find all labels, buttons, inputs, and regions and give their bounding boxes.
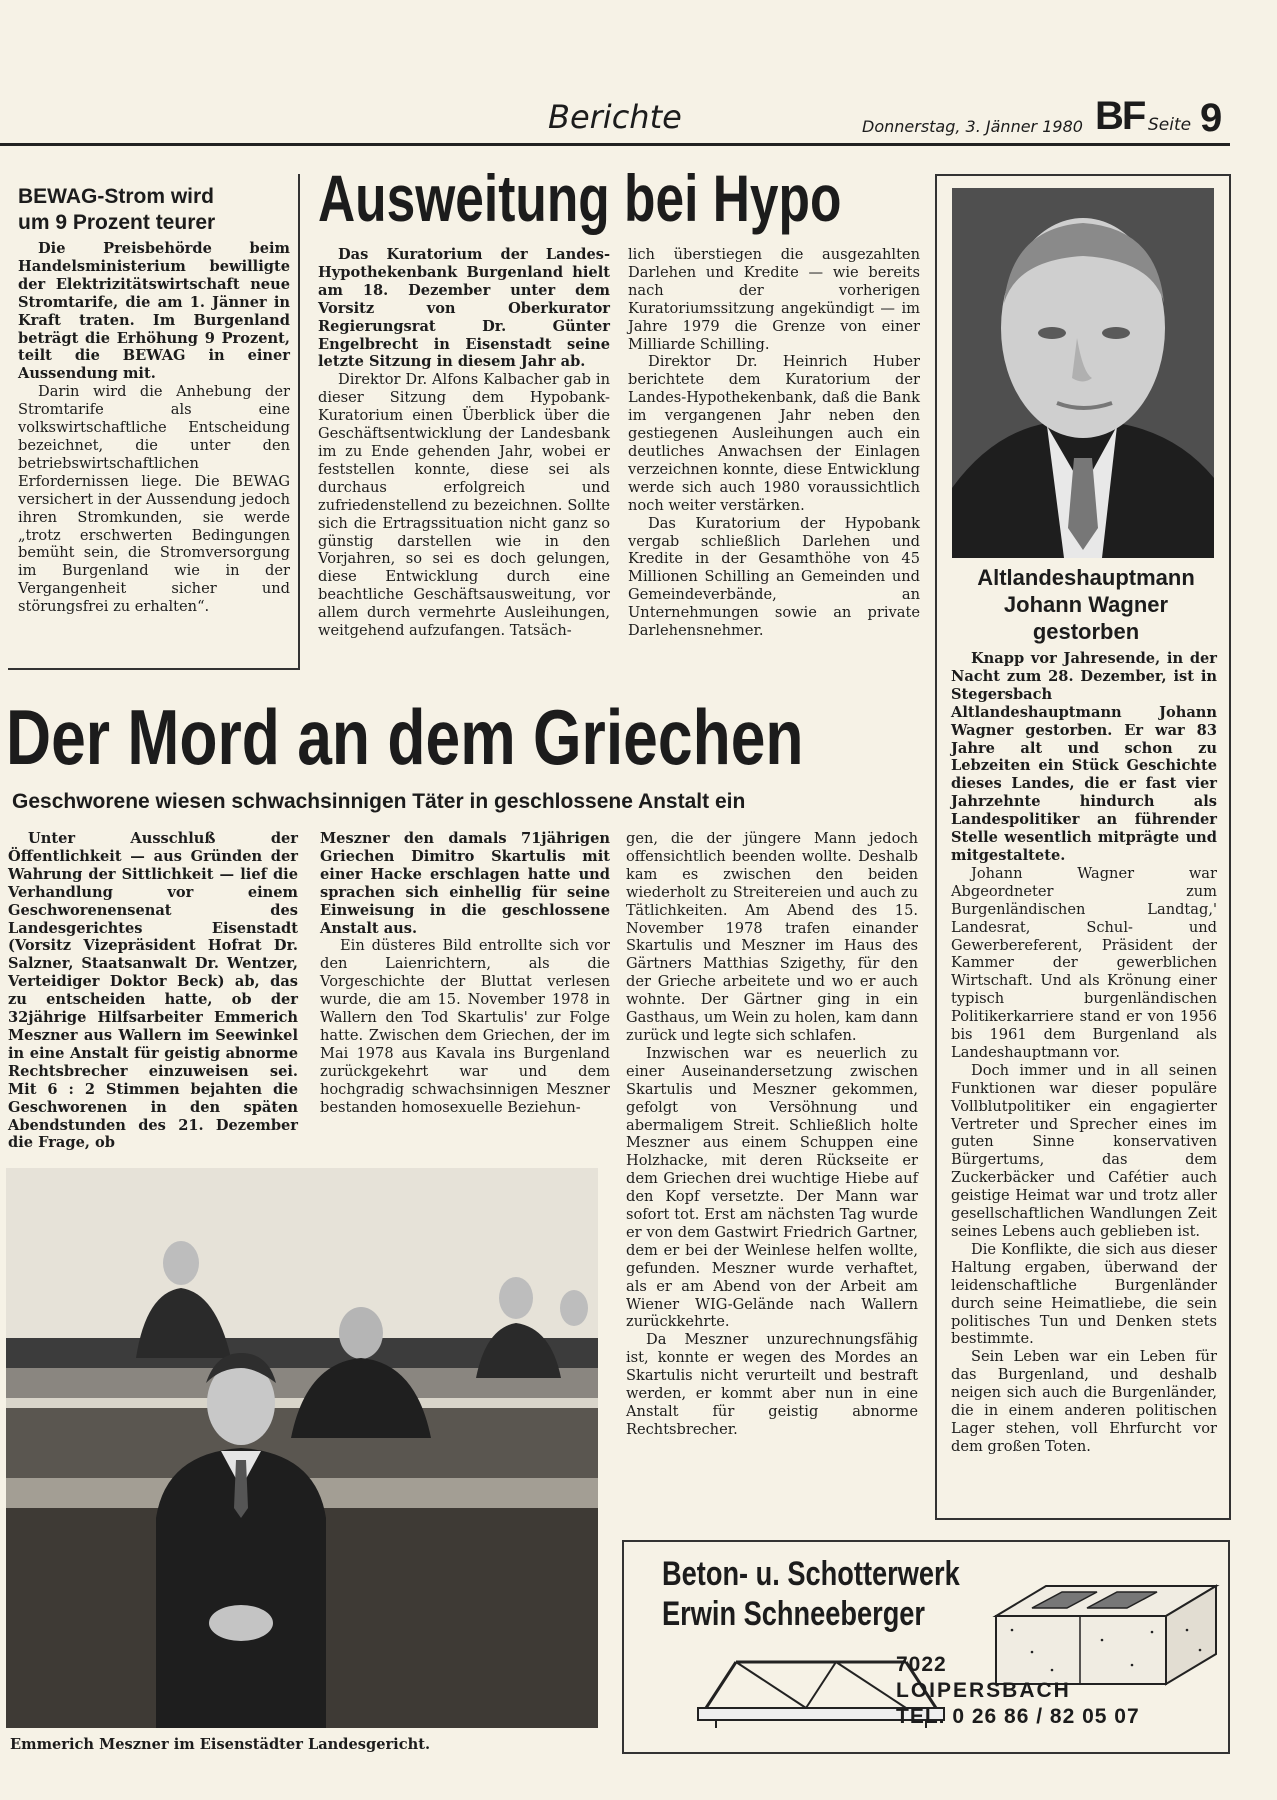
hypo-body-2: lich überstiegen die ausgezahlten Darlehen und Kredite — wie bereits nach der vorherigen Kuratoriumssitzung angekündigt — im Jahre 1979 die Grenze von einer Milliarde Schilling.	[628, 246, 920, 353]
wagner-body-3: Die Konflikte, die sich aus dieser Haltung ergaben, überwand der leidenschaftliche Burgenländer durch seine Heimatliebe, die sein politisches Tun und Denken stets bestimmte.	[951, 1240, 1217, 1348]
mord-body-1: Ein düsteres Bild entrollte sich vor den Laienrichtern, als die Vorgeschichte der Bluttat verlesen wurde, die am 15. November 1978 in Wallern den Tod Skartulis' zur Folge hatte. Zwischen dem Griechen, der im Mai 1978 aus Kavala ins Burgenland zurückgekehrt war und dem hochgradig schwachsinnigen Meszner bestanden homosexuelle Beziehun-	[320, 937, 610, 1116]
mord-headline: Der Mord an dem Griechen	[6, 693, 804, 781]
wagner-headline-line3: gestorben	[1032, 619, 1140, 644]
hypo-column-1	[318, 246, 610, 640]
courtroom-photo	[6, 1168, 598, 1728]
wagner-portrait	[952, 188, 1214, 558]
page-label: Seite	[1148, 115, 1192, 135]
wagner-body-2: Doch immer und in all seinen Funktionen war dieser populäre Vollblutpolitiker ein engagierter Vertreter und Sprecher eines im guten Sinne konservativen Bürgertums, das dem Zuckerbäcker und Cafétier auch geistige Heimat war und trotz aller gesellschaftlichen Wandlungen Zeit seines Lebens auch geblieben ist.	[951, 1061, 1217, 1240]
photo-caption: Emmerich Meszner im Eisenstädter Landesgericht.	[10, 1736, 431, 1753]
mord-column-2	[320, 830, 610, 1117]
hypo-column-2	[628, 246, 920, 640]
ad-company-line2: Erwin Schneeberger	[662, 1595, 926, 1633]
hypo-body-4: Das Kuratorium der Hypobank vergab schließlich Darlehen und Kredite in der Gesamthöhe von 45 Millionen Schilling an Gemeinden und Gemeindeverbände, an Unternehmungen sowie an private Darlehensnehmer.	[628, 514, 920, 640]
mord-column-1	[8, 830, 298, 1152]
wagner-lead: Knapp vor Jahresende, in der Nacht zum 28. Dezember, ist in Stegersbach Altlandeshauptmann Johann Wagner gestorben. Er war 83 Jahre alt und schon zu Lebzeiten ein Stück Geschichte dieses Landes, die er fast vier Jahrzehnte hindurch als Landespolitiker an führender Stelle wesentlich mitprägte und mitgestaltete.	[951, 650, 1217, 864]
hypo-headline: Ausweitung bei Hypo	[318, 161, 842, 235]
advertisement	[622, 1540, 1230, 1754]
wagner-headline-line2: Johann Wagner	[1003, 592, 1169, 617]
bewag-body: Darin wird die Anhebung der Stromtarife als eine volkswirtschaftliche Entscheidung bezeichnet, die unter den betriebswirtschaftlichen Erfordernissen liege. Die BEWAG versichert in der Aussendung jedoch ihren Stromkunden, sie werde „trotz erschwerten Bedingungen bemüht sein, die Stromversorgung im Burgenland wie in der Vergangenheit sicher und störungsfrei zu erhalten“.	[18, 383, 290, 616]
mord-body-4: Da Meszner unzurechnungsfähig ist, konnte er wegen des Mordes an Skartulis nicht verurteilt und bestraft werden, er kommt aber nun in eine Anstalt für geistig abnorme Rechtsbrecher.	[626, 1331, 918, 1438]
ad-telephone: TEL. 0 26 86 / 82 05 07	[896, 1705, 1140, 1728]
ad-town: LOIPERSBACH	[896, 1679, 1071, 1702]
section-title: Berichte	[548, 98, 682, 136]
ad-zip: 7022	[896, 1653, 947, 1676]
hypo-body-1: Direktor Dr. Alfons Kalbacher gab in dieser Sitzung dem Hypobank-Kuratorium einen Überblick über die Geschäftsentwicklung der Landesbank im zu Ende gehenden Jahr, wobei er feststellen konnte, diese sei als durchaus erfolgreich und zufriedenstellend zu bezeichnen. Sollte sich die Ertragssituation nicht ganz so günstig darstellen wie in den Vorjahren, so sei es doch gelungen, diese Entwicklung durch eine beachtliche Geschäftsausweitung, vor allem durch vermehrte Ausleihungen, weitgehend aufzufangen. Tatsäch-	[318, 371, 610, 640]
page-number: 9	[1200, 96, 1223, 140]
bewag-title-line1: BEWAG-Strom wird	[18, 185, 215, 208]
bewag-title-line2: um 9 Prozent teurer	[18, 211, 216, 234]
wagner-body-1: Johann Wagner war Abgeordneter zum Burgenländischen Landtag,' Landesrat, Schul- und Gewerbereferent, Präsident der Kammer der gewerblichen Wirtschaft. Und als Krönung einer typisch burgenländischen Politikerkarriere stand er von 1956 bis 1961 dem Burgenland als Landeshauptmann vor.	[951, 864, 1217, 1061]
mord-subheadline: Geschworene wiesen schwachsinnigen Täter in geschlossene Anstalt ein	[12, 790, 746, 813]
header-rule	[0, 143, 1230, 146]
mord-lead: Unter Ausschluß der Öffentlichkeit — aus Gründen der Wahrung der Sittlichkeit — lief die Verhandlung vor einem Geschworenensenat des Landesgerichtes Eisenstadt (Vorsitz Vizepräsident Hofrat Dr. Salzner, Staatsanwalt Dr. Wentzer, Verteidiger Doktor Beck) ab, das zu entscheiden hatte, ob der 32jährige Hilfsarbeiter Emmerich Meszner aus Wallern im Seewinkel in eine Anstalt für geistig abnorme Rechtsbrecher einzuweisen sei. Mit 6 : 2 Stimmen bejahten die Geschworenen in den späten Abendstunden des 21. Dezember die Frage, ob	[8, 830, 298, 1152]
newspaper-logo: BF	[1095, 94, 1145, 138]
mord-body-2: gen, die der jüngere Mann jedoch offensichtlich beenden wollte. Deshalb kam es zwischen den beiden wiederholt zu Streitereien und auch zu Tätlichkeiten. Am Abend des 15. November 1978 trafen einander Skartulis und Meszner im Haus des Gärtners Matthias Szigethy, für den der Grieche arbeitete und wo er auch wohnte. Der Gärtner ging in ein Gasthaus, um Wein zu holen, kam dann zurück und legte sich schlafen.	[626, 830, 918, 1044]
bewag-lead: Die Preisbehörde beim Handelsministerium bewilligte der Elektrizitätswirtschaft neue Stromtarife, die am 1. Jänner in Kraft traten. Im Burgenland beträgt die Erhöhung 9 Prozent, teilt die BEWAG in einer Aussendung mit.	[18, 240, 290, 383]
wagner-body-4: Sein Leben war ein Leben für das Burgenland, und deshalb neigen sich auch die Burgenländer, die in einem anderen politischen Lager stehen, voll Ehrfurcht vor dem großen Toten.	[951, 1348, 1217, 1455]
mord-column-3	[626, 830, 918, 1439]
wagner-headline-line1: Altlandeshauptmann	[977, 565, 1195, 590]
hypo-lead: Das Kuratorium der Landes-Hypothekenbank Burgenland hielt am 18. Dezember unter dem Vorsitz von Oberkurator Regierungsrat Dr. Günter Engelbrecht in Eisenstadt seine letzte Sitzung in diesem Jahr ab.	[318, 246, 610, 371]
ad-company-line1: Beton- u. Schotterwerk	[662, 1555, 960, 1593]
bewag-article	[8, 174, 300, 670]
hypo-body-3: Direktor Dr. Heinrich Huber berichtete dem Kuratorium der Landes-Hypothekenbank, daß die Bank im vergangenen Jahr neben den gestiegenen Ausleihungen auch ein deutliches Anwachsen der Einlagen verzeichnen konnte, diese Entwicklung werde sich auch 1980 voraussichtlich noch weiter verstärken.	[628, 353, 920, 514]
mord-body-3: Inzwischen war es neuerlich zu einer Auseinandersetzung zwischen Skartulis und Meszner gekommen, gefolgt von Versöhnung und abermaligem Streit. Schließlich holte Meszner aus einem Schuppen eine Holzhacke, mit deren Rückseite er dem Griechen drei wuchtige Hiebe auf den Kopf versetzte. Der Mann war sofort tot. Erst am nächsten Tag wurde er von dem Gastwirt Friedrich Gartner, dem er bei der Weinlese helfen wollte, gefunden. Meszner wurde verhaftet, als er am Abend von der Arbeit am Wiener WIG-Gelände nach Wallern zurückkehrte.	[626, 1044, 918, 1331]
wagner-article	[935, 174, 1231, 1520]
issue-date: Donnerstag, 3. Jänner 1980	[862, 117, 1083, 136]
mord-lead-cont: Meszner den damals 71jährigen Griechen Dimitro Skartulis mit einer Hacke erschlagen hatte und sprachen sich einhellig für seine Einweisung in die geschlossene Anstalt aus.	[320, 830, 610, 937]
